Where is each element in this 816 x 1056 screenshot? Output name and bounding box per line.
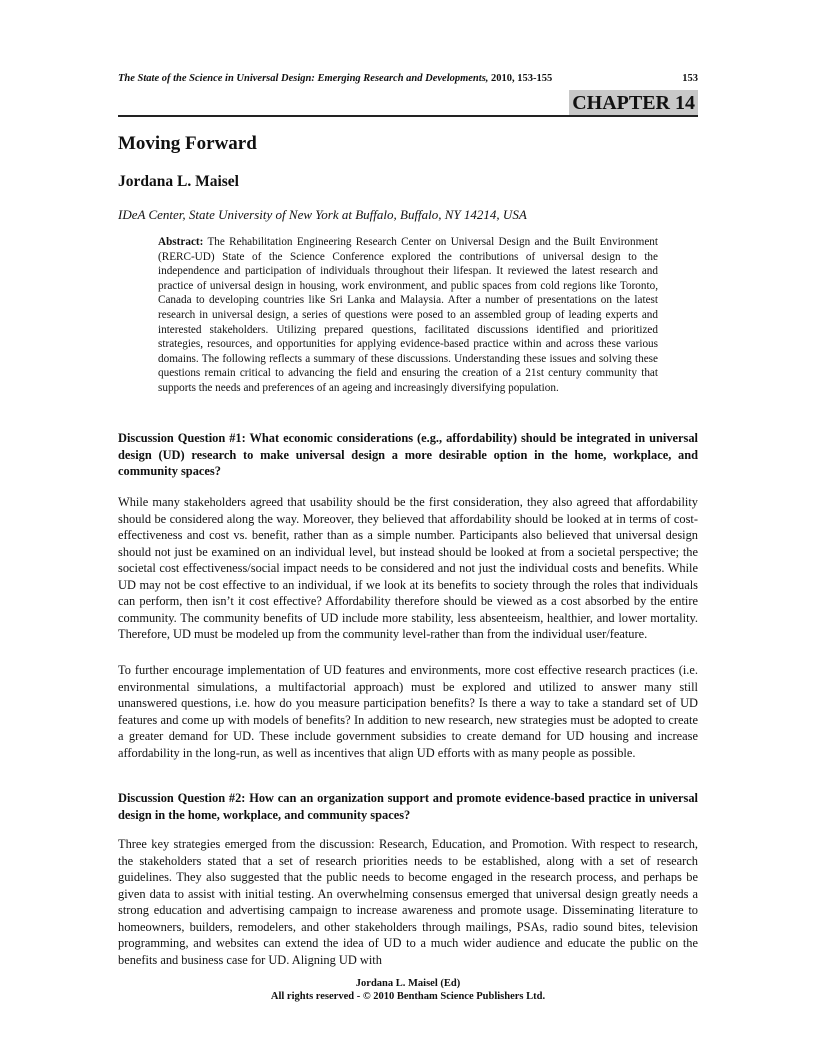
header-rule [118, 115, 698, 117]
footer-editor: Jordana L. Maisel (Ed) [355, 978, 461, 989]
footer-copyright: All rights reserved - © 2010 Bentham Science Publishers Ltd. [270, 991, 546, 1002]
author-name: Jordana L. Maisel [118, 173, 239, 190]
paper-title: Moving Forward [118, 133, 257, 154]
page-footer [118, 977, 698, 1003]
running-title-year-pages: 2010, 153-155 [488, 73, 553, 84]
chapter-label: CHAPTER 14 [569, 90, 698, 115]
paragraph-q1-2: To further encourage implementation of UD features and environments, more cost effective research practices (i.e. environmental simulations, a multifactorial approach) must be explored and utilized to answer many still unanswered questions, i.e. how do you measure participation benefits? Is there a way to take a standard set of UD features and come up with models of benefits? In addition to new research, new strategies must be adopted to create a greater demand for UD. These include government subsidies to create demand for UD housing and increase affordability in the long-run, as well as incentives that align UD efforts with as many people as possible. [118, 663, 698, 760]
abstract-text: The Rehabilitation Engineering Research Center on Universal Design and the Built Environment (RERC-UD) State of the Science Conference explored the contributions of universal design to the independence and participation of individuals throughout their lifespan. It reviewed the latest research and practice of universal design in housing, work environment, and public spaces from cold regions like Toronto, Canada to developing countries like Sri Lanka and Malaysia. After a number of presentations on the latest research in universal design, a series of questions were posed to an assembled group of leading experts and interested stakeholders. Utilizing prepared questions, facilitated discussions identified and prioritized strategies, resources, and opportunities for applying evidence-based practice within and across these various domains. The following reflects a summary of these discussions. Understanding these issues and solving these questions remain critical to advancing the field and ensuring the creation of a 21st century community that supports the needs and preferences of an ageing and increasingly diversifying population. [158, 236, 658, 394]
paragraph-q2-1: Three key strategies emerged from the discussion: Research, Education, and Promotion. With respect to research, the stakeholders stated that a set of research priorities needs to be established, along with a set of research guidelines. They also suggested that the public needs to become engaged in the research process, and perhaps be given data to assist with initial testing. An overwhelming consensus emerged that universal design greatly needs a strong education and advertising campaign to increase awareness and promote usage. Disseminating literature to homeowners, builders, remodelers, and other stakeholders through mailings, PSAs, radio sound bites, television programming, and websites can extend the idea of UD to a much wider audience and educate the public on the benefits and business case for UD. Aligning UD with [118, 837, 698, 967]
paragraph-q1-1: While many stakeholders agreed that usability should be the first consideration, they also agreed that affordability should be considered along the way. Moreover, they believed that affordability should be looked at in terms of cost-effectiveness and cost vs. benefit, rather than as a simple number. Participants also believed that universal design should not just be examined on an individual level, but instead should be looked at from a societal perspective; the societal cost effectiveness/social impact needs to be considered and not just the individual costs and benefits. While UD may not be cost effective to an individual, if we look at its benefits to society through the roles that individuals can perform, then isn’t it cost effective? Affordability therefore should be viewed as a cost absorbed by the entire community. The community benefits of UD include more stability, less absenteeism, healthier, and lower mortality. Therefore, UD must be modeled up from the community level-rather than from the individual user/feature. [118, 495, 698, 641]
running-title-italic: The State of the Science in Universal Design: Emerging Research and Developments, [118, 73, 489, 84]
running-header [118, 73, 698, 84]
discussion-question-1: Discussion Question #1: What economic considerations (e.g., affordability) should be integrated in universal design (UD) research to make universal design a more desirable option in the home, workplace, and community spaces? [118, 431, 698, 478]
abstract [158, 235, 658, 396]
abstract-label: Abstract: [158, 236, 204, 248]
page-number: 153 [682, 73, 698, 84]
author-affiliation: IDeA Center, State University of New York at Buffalo, Buffalo, NY 14214, USA [118, 207, 527, 222]
discussion-question-2: Discussion Question #2: How can an organization support and promote evidence-based practice in universal design in the home, workplace, and community spaces? [118, 791, 698, 822]
running-title [118, 73, 552, 84]
